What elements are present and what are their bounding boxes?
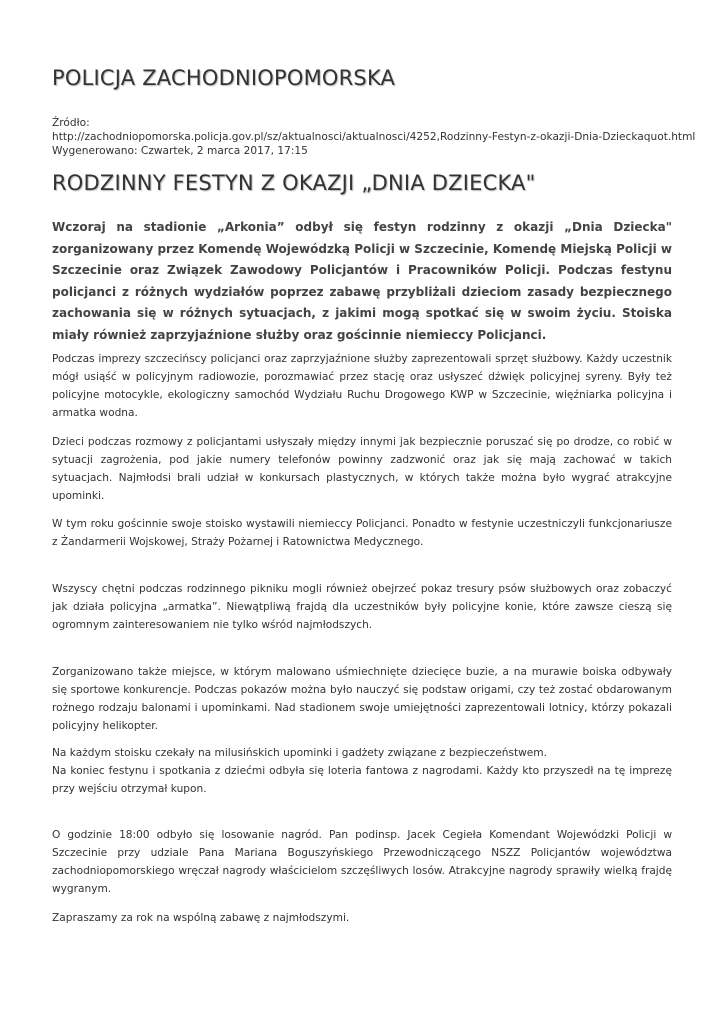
article-lead: Wczoraj na stadionie „Arkonia” odbył się festyn rodzinny z okazji „Dnia Dziecka" zorganizowany przez Komendę Wojewódzką Policji w Szczecinie, Komendę Miejską Policji w Szczecinie oraz Związek Zawodowy Policjantów i Pracowników Policji. Podczas festynu policjanci z różnych wydziałów poprzez zabawę przybliżali dzieciom zasady bezpiecznego zachowania się w różnych sytuacjach, z jakimi mogą spotkać się w swoim życiu. Stoiska miały również zaprzyjaźnione służby oraz gościnnie niemieccy Policjanci. (52, 220, 672, 342)
paragraph-safety: Dzieci podczas rozmowy z policjantami usłyszały między innymi jak bezpiecznie poruszać się po drodze, co robić w sytuacji zagrożenia, pod jakie numery telefonów powinny zadzwonić oraz jak się mają zachować w takich sytuacjach. Najmłodsi brali udział w konkursach plastycznych, w których także można było wygrać atrakcyjne upominki. (52, 436, 672, 502)
source-label: Źródło: (52, 117, 90, 129)
paragraph-activities: Zorganizowano także miejsce, w którym malowano uśmiechnięte dziecięce buzie, a na murawie boiska odbywały się sportowe konkurencje. Podczas pokazów można było nauczyć się podstaw origami, czy też zostać obdarowanym rożnego rodzaju balonami i upominkami. Nad stadionem swoje umiejętności zaprezentowali lotnicy, którzy pokazali policyjny helikopter. (52, 666, 672, 732)
paragraph-stands: Na każdym stoisku czekały na milusińskich upominki i gadżety związane z bezpieczeństwem. (52, 747, 547, 759)
source-url: http://zachodniopomorska.policja.gov.pl/sz/aktualnosci/aktualnosci/4252,Rodzinny-Festyn-z-okazji-Dnia-Dzieckaquot.html (52, 131, 696, 143)
paragraph-invitation: Zapraszamy za rok na wspólną zabawę z najmłodszymi. (52, 912, 350, 924)
generated-date: Wygenerowano: Czwartek, 2 marca 2017, 17:15 (52, 145, 308, 157)
article-title: RODZINNY FESTYN Z OKAZJI „DNIA DZIECKA" (52, 171, 536, 195)
paragraph-prizes: O godzinie 18:00 odbyło się losowanie nagród. Pan podinsp. Jacek Cegieła Komendant Wojewódzki Policji w Szczecinie przy udziale Pana Mariana Boguszyńskiego Przewodniczącego NSZZ Policjantów województwa zachodniopomorskiego wręczał nagrody właścicielom szczęśliwych losów. Atrakcyjne nagrody sprawiły wielką frajdę wygranym. (52, 829, 672, 895)
site-title: POLICJA ZACHODNIOPOMORSKA (52, 66, 396, 90)
paragraph-equipment: Podczas imprezy szczecińscy policjanci oraz zaprzyjaźnione służby zaprezentowali sprzęt służbowy. Każdy uczestnik mógł usiąść w policyjnym radiowozie, porozmawiać przez stację oraz usłyszeć dźwięk policyjnej syreny. Były też policyjne motocykle, ekologiczny samochód Wydziału Ruchu Drogowego KWP w Szczecinie, więźniarka policyjna i armatka wodna. (52, 353, 672, 419)
paragraph-lottery: Na koniec festynu i spotkania z dziećmi odbyła się loteria fantowa z nagrodami. Każdy kto przyszedł na tę imprezę przy wejściu otrzymał kupon. (52, 765, 672, 795)
document-meta (52, 116, 696, 158)
paragraph-guests: W tym roku gościnnie swoje stoisko wystawili niemieccy Policjanci. Ponadto w festynie uczestniczyli funkcjonariusze z Żandarmerii Wojskowej, Straży Pożarnej i Ratownictwa Medycznego. (52, 518, 672, 548)
paragraph-dogs: Wszyscy chętni podczas rodzinnego pikniku mogli również obejrzeć pokaz tresury psów służbowych oraz zobaczyć jak działa policyjna „armatka”. Niewątpliwą frajdą dla uczestników były policyjne konie, które zawsze cieszą się ogromnym zainteresowaniem nie tylko wśród najmłodszych. (52, 583, 672, 631)
